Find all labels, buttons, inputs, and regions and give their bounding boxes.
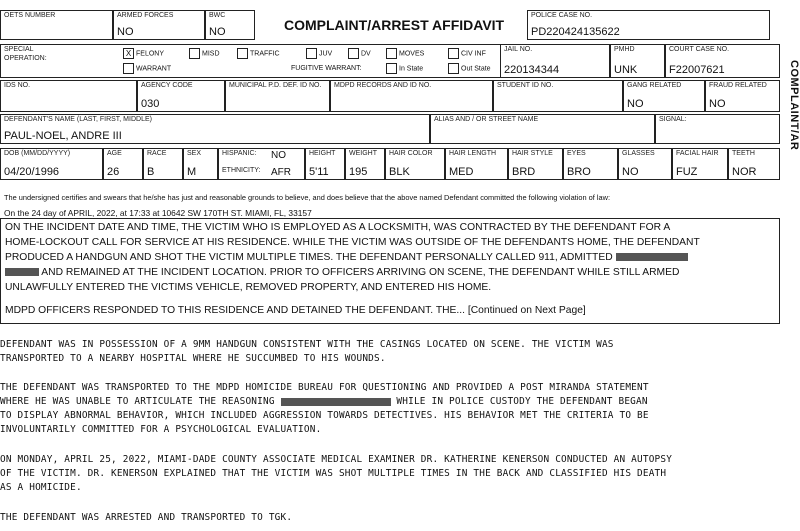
cets-label: OETS NUMBER	[4, 12, 56, 19]
continuation-p1a: DEFENDANT WAS IN POSSESSION OF A 9MM HANDGUN CONSISTENT WITH THE CASINGS LOCATED ON SCENE. THE VICTIM WAS	[0, 339, 614, 350]
continuation-p2b: WHERE HE WAS UNABLE TO ARTICULATE THE REASONING WHILE IN POLICE CUSTODY THE DEFENDANT BEGAN	[0, 396, 648, 407]
hispanic-value: NO	[271, 150, 286, 161]
eyes-cell	[563, 148, 618, 180]
narrative-line-2: HOME-LOCKOUT CALL FOR SERVICE AT HIS RESIDENCE. WHILE THE VICTIM WAS OUTSIDE OF THE DEFENDANTS HOME, THE DEFENDANT	[5, 237, 700, 248]
teeth-cell	[728, 148, 780, 180]
bwc-label: BWC	[209, 12, 226, 19]
gang-cell	[623, 80, 705, 112]
race-cell	[143, 148, 183, 180]
municipal-label: MUNICIPAL P.D. DEF. ID NO.	[229, 82, 322, 89]
signal-cell	[655, 114, 780, 144]
civ-inf-option[interactable]: CIV INF	[448, 48, 486, 59]
hair-length-value: MED	[449, 166, 474, 178]
agency-label: AGENCY CODE	[141, 82, 193, 89]
operation-label: OPERATION:	[4, 55, 47, 62]
special-operation-cell	[0, 44, 500, 78]
eyes-value: BRO	[567, 166, 591, 178]
age-label: AGE	[107, 150, 122, 157]
continuation-p3b: OF THE VICTIM. DR. KENERSON EXPLAINED THAT THE VICTIM WAS SHOT MULTIPLE TIMES IN THE BACK AND CLASSIFIED HIS DEATH	[0, 468, 667, 479]
facial-hair-cell	[672, 148, 728, 180]
jail-value: 220134344	[504, 64, 560, 76]
dob-label: DOB (MM/DD/YYYY)	[4, 150, 71, 157]
special-label: SPECIAL	[4, 46, 34, 53]
glasses-cell	[618, 148, 672, 180]
police-case-label: POLICE CASE NO.	[531, 12, 593, 19]
misd-option[interactable]: MISD	[189, 48, 220, 59]
narrative-line-1: ON THE INCIDENT DATE AND TIME, THE VICTIM WHO IS EMPLOYED AS A LOCKSMITH, WAS CONTRACTED BY THE DEFENDANT FOR A	[5, 222, 671, 233]
alias-cell	[430, 114, 655, 144]
sex-value: M	[187, 166, 197, 178]
dob-value: 04/20/1996	[4, 166, 60, 178]
in-state-checkbox[interactable]	[386, 63, 397, 74]
felony-option[interactable]: X FELONY	[123, 48, 164, 59]
weight-label: WEIGHT	[349, 150, 377, 157]
police-case-cell	[527, 10, 770, 40]
fugitive-label: FUGITIVE WARRANT:	[291, 65, 362, 72]
municipal-cell	[225, 80, 330, 112]
facial-label: FACIAL HAIR	[676, 150, 719, 157]
narrative-line-3: PRODUCED A HANDGUN AND SHOT THE VICTIM MULTIPLE TIMES. THE DEFENDANT PERSONALLY CALLED 911, ADMITTED	[5, 252, 688, 263]
hair-color-cell	[385, 148, 445, 180]
fraud-value: NO	[709, 98, 726, 110]
race-value: B	[147, 166, 155, 178]
hair-style-label: HAIR STYLE	[512, 150, 553, 157]
teeth-label: TEETH	[732, 150, 755, 157]
form-title: COMPLAINT/ARREST AFFIDAVIT	[284, 17, 505, 33]
side-text: COMPLAINT/AR	[788, 60, 800, 151]
facial-value: FUZ	[676, 166, 698, 178]
out-state-option[interactable]: Out State	[448, 63, 491, 74]
pmhd-value: UNK	[614, 64, 638, 76]
out-state-checkbox[interactable]	[448, 63, 459, 74]
hair-style-cell	[508, 148, 563, 180]
dv-option[interactable]: DV	[348, 48, 371, 59]
narrative-line-5: UNLAWFULLY ENTERED THE VICTIMS VEHICLE, REMOVED PROPERTY, AND ENTERED HIS HOME.	[5, 282, 492, 293]
redaction-bar	[281, 398, 391, 406]
height-cell	[305, 148, 345, 180]
name-value: PAUL-NOEL, ANDRE III	[4, 130, 122, 142]
height-value: 5'11	[309, 166, 329, 178]
misd-checkbox[interactable]	[189, 48, 200, 59]
police-case-value: PD220424135622	[531, 26, 620, 38]
gang-value: NO	[627, 98, 644, 110]
student-label: STUDENT ID NO.	[497, 82, 554, 89]
agency-cell	[137, 80, 225, 112]
ethnicity-label: ETHNICITY:	[222, 167, 261, 174]
fraud-label: FRAUD RELATED	[709, 82, 767, 89]
student-cell	[493, 80, 623, 112]
pmhd-label: PMHD	[614, 46, 635, 53]
cets-number-cell	[0, 10, 113, 40]
continuation-p2d: INVOLUNTARILY COMMITTED FOR A PSYCHOLOGICAL EVALUATION.	[0, 424, 322, 435]
narrative-box	[0, 218, 780, 324]
name-label: DEFENDANT'S NAME (LAST, FIRST, MIDDLE)	[4, 116, 152, 123]
mdpd-label: MDPD RECORDS AND ID NO.	[334, 82, 432, 89]
ids-cell	[0, 80, 137, 112]
hispanic-cell	[218, 148, 305, 180]
on-the-line: On the 24 day of APRIL, 2022, at 17:33 at 10642 SW 170TH ST. MIAMI, FL, 33157	[4, 208, 312, 218]
continuation-p4: THE DEFENDANT WAS ARRESTED AND TRANSPORTED TO TGK.	[0, 512, 293, 523]
hair-color-label: HAIR COLOR	[389, 150, 433, 157]
jail-label: JAIL NO.	[504, 46, 533, 53]
bwc-cell	[205, 10, 255, 40]
armed-forces-cell	[113, 10, 205, 40]
narrative-line-6: MDPD OFFICERS RESPONDED TO THIS RESIDENCE AND DETAINED THE DEFENDANT. THE... [Continued on Next Page]	[5, 305, 586, 316]
certify-text: The undersigned certifies and swears that he/she has just and reasonable grounds to believe, and does believe that the above named Defendant committed the following violation of law:	[4, 193, 611, 202]
agency-value: 030	[141, 98, 160, 110]
age-cell	[103, 148, 143, 180]
felony-checkbox[interactable]: X	[123, 48, 134, 59]
alias-label: ALIAS AND / OR STREET NAME	[434, 116, 539, 123]
continuation-p3a: ON MONDAY, APRIL 25, 2022, MIAMI-DADE COUNTY ASSOCIATE MEDICAL EXAMINER DR. KATHERINE KENERSON CONDUCTED AN AUTOPSY	[0, 454, 673, 465]
height-label: HEIGHT	[309, 150, 336, 157]
dob-cell	[0, 148, 103, 180]
armed-value: NO	[117, 26, 134, 38]
glasses-label: GLASSES	[622, 150, 655, 157]
ethnicity-value: AFR	[271, 167, 291, 178]
mdpd-records-cell	[330, 80, 493, 112]
juv-option[interactable]: JUV	[306, 48, 332, 59]
weight-value: 195	[349, 166, 368, 178]
gang-label: GANG RELATED	[627, 82, 682, 89]
civ-inf-checkbox[interactable]	[448, 48, 459, 59]
redaction-bar	[616, 253, 688, 261]
glasses-value: NO	[622, 166, 639, 178]
hair-length-label: HAIR LENGTH	[449, 150, 497, 157]
hispanic-label: HISPANIC:	[222, 150, 257, 157]
hair-color-value: BLK	[389, 166, 410, 178]
defendant-name-cell	[0, 114, 430, 144]
continuation-p3c: AS A HOMICIDE.	[0, 482, 82, 493]
hair-style-value: BRD	[512, 166, 536, 178]
moves-checkbox[interactable]	[386, 48, 397, 59]
age-value: 26	[107, 166, 120, 178]
warrant-option[interactable]: WARRANT	[123, 63, 171, 74]
hair-length-cell	[445, 148, 508, 180]
traffic-option[interactable]: TRAFFIC	[237, 48, 280, 59]
signal-label: SIGNAL:	[659, 116, 687, 123]
jail-no-cell	[500, 44, 610, 78]
sex-label: SEX	[187, 150, 202, 157]
redaction-bar	[5, 268, 39, 276]
sex-cell	[183, 148, 218, 180]
court-label: COURT CASE NO.	[669, 46, 730, 53]
court-case-cell	[665, 44, 780, 78]
continuation-p2a: THE DEFENDANT WAS TRANSPORTED TO THE MDPD HOMICIDE BUREAU FOR QUESTIONING AND PROVIDED A POST MIRANDA STATEMENT	[0, 382, 649, 393]
eyes-label: EYES	[567, 150, 586, 157]
dv-checkbox[interactable]	[348, 48, 359, 59]
traffic-checkbox[interactable]	[237, 48, 248, 59]
warrant-checkbox[interactable]	[123, 63, 134, 74]
teeth-value: NOR	[732, 166, 757, 178]
in-state-option[interactable]: In State	[386, 63, 423, 74]
juv-checkbox[interactable]	[306, 48, 317, 59]
court-value: F22007621	[669, 64, 725, 76]
armed-label: ARMED FORCES	[117, 12, 174, 19]
fraud-cell	[705, 80, 780, 112]
race-label: RACE	[147, 150, 167, 157]
continuation-p2c: TO DISPLAY ABNORMAL BEHAVIOR, WHICH INCLUDED AGGRESSION TOWARDS DETECTIVES. HIS BEHAVIOR MET THE CRITERIA TO BE	[0, 410, 649, 421]
pmhd-cell	[610, 44, 665, 78]
narrative-line-4: AND REMAINED AT THE INCIDENT LOCATION. PRIOR TO OFFICERS ARRIVING ON SCENE, THE DEFENDANT WHILE STILL ARMED	[5, 267, 679, 278]
moves-option[interactable]: MOVES	[386, 48, 424, 59]
weight-cell	[345, 148, 385, 180]
bwc-value: NO	[209, 26, 226, 38]
continuation-p1b: TRANSPORTED TO A NEARBY HOSPITAL WHERE HE SUCCUMBED TO HIS WOUNDS.	[0, 353, 386, 364]
ids-label: IDS NO.	[4, 82, 31, 89]
